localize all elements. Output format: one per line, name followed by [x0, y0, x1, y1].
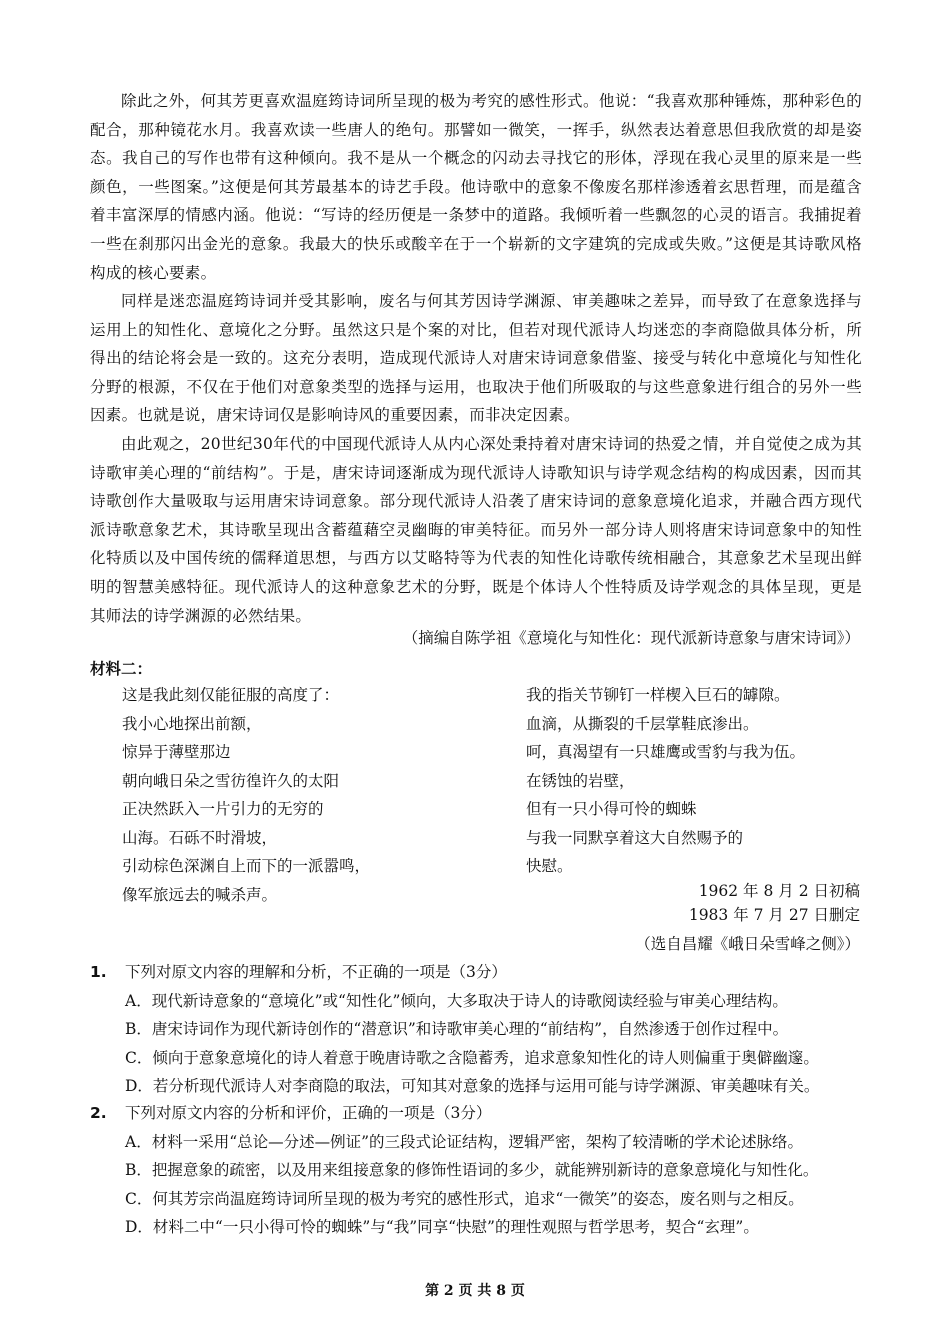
poem-line: 山海。石砾不时滑坡， — [122, 828, 278, 847]
question-1 — [90, 958, 880, 1101]
material1-paragraph-1: 除此之外，何其芳更喜欢温庭筠诗词所呈现的极为考究的感性形式。他说：“我喜欢那种锤炼，那种彩色的配合，那种镜花水月。我喜欢读一些唐人的绝句。那譬如一微笑，一挥手，纵然表达着意思但我欣赏的却是姿态。我自己的写作也带有这种倾向。我不是从一个概念的闪动去寻找它的形体，浮现在我心灵里的原来是一些颜色，一些图案。”这便是何其芳最基本的诗艺手段。他诗歌中的意象不像废名那样渗透着玄思哲理，而是蕴含着丰富深厚的情感内涵。他说：“写诗的经历便是一条梦中的道路。我倾听着一些飘忽的心灵的语言。我捕捉着一些在刹那闪出金光的意象。我最大的快乐或酸辛在于一个崭新的文字建筑的完成或失败。”这便是其诗歌风格构成的核心要素。 — [90, 92, 862, 282]
poem-line: 但有一只小得可怜的蜘蛛 — [526, 800, 697, 818]
option-d[interactable]: D．材料二中“一只小得可怜的蜘蛛”与“我”同享“快慰”的理性观照与哲学思考，契合“玄理”。 — [125, 1218, 759, 1237]
poem-date-revised: 1983 年 7 月 27 日删定 — [688, 906, 860, 924]
question-stem — [90, 958, 880, 987]
poem-line: 这是我此刻仅能征服的高度了： — [122, 686, 340, 704]
material2-heading: 材料二： — [90, 660, 153, 678]
poem-dates — [689, 879, 860, 927]
material2-source: （选自昌耀《峨日朵雪峰之侧》） — [635, 935, 860, 953]
question-stem — [90, 1099, 880, 1128]
poem-line: 与我一同默享着这大自然赐予的 — [526, 828, 744, 847]
option-a[interactable]: A．现代新诗意象的“意境化”或“知性化”倾向，大多取决于诗人的诗歌阅读经验与审美心理结构。 — [125, 991, 788, 1010]
option-c[interactable]: C．何其芳宗尚温庭筠诗词所呈现的极为考究的感性形式，追求“一微笑”的姿态，废名则与之相反。 — [125, 1189, 804, 1208]
question-text: 下列对原文内容的分析和评价，正确的一项是（3分） — [125, 1104, 492, 1122]
poem-line: 快慰。 — [526, 857, 573, 875]
page-footer: 第 2 页 共 8 页 — [425, 1283, 525, 1299]
option-c[interactable]: C．倾向于意象意境化的诗人着意于晚唐诗歌之含隐蓄秀，追求意象知性化的诗人则偏重于奥僻幽邃。 — [125, 1048, 819, 1067]
question-options — [90, 987, 880, 1101]
poem-line: 呵，真渴望有一只雄鹰或雪豹与我为伍。 — [526, 743, 806, 761]
poem-right-column — [526, 681, 805, 881]
material1-paragraph-2: 同样是迷恋温庭筠诗词并受其影响，废名与何其芳因诗学渊源、审美趣味之差异，而导致了在意象选择与运用上的知性化、意境化之分野。虽然这只是个案的对比，但若对现代派诗人均迷恋的李商隐做具体分析，所得出的结论将会是一致的。这充分表明，造成现代派诗人对唐宋诗词意象借鉴、接受与转化中意境化与知性化分野的根源，不仅在于他们对意象类型的选择与运用，也取决于他们所吸取的与这些意象进行组合的另外一些因素。也就是说，唐宋诗词仅是影响诗风的重要因素，而非决定因素。 — [90, 292, 862, 425]
poem-line: 惊异于薄壁那边 — [122, 743, 231, 761]
poem-line: 像军旅远去的喊杀声。 — [122, 885, 278, 904]
poem-line: 引动棕色深渊自上而下的一派嚣鸣， — [122, 857, 371, 875]
poem-date-draft: 1962 年 8 月 2 日初稿 — [698, 882, 860, 900]
question-number: 1. — [90, 963, 107, 981]
poem-left-column — [122, 681, 370, 909]
option-b[interactable]: B．把握意象的疏密，以及用来组接意象的修饰性语词的多少，就能辨别新诗的意象意境化与知性化。 — [125, 1161, 819, 1180]
question-2 — [90, 1099, 880, 1242]
question-number: 2. — [90, 1104, 107, 1122]
option-a[interactable]: A．材料一采用“总论—分述—例证”的三段式论证结构，逻辑严密，架构了较清晰的学术论述脉络。 — [125, 1132, 804, 1151]
poem-line: 我小心地探出前额， — [122, 714, 262, 733]
poem-line: 在锈蚀的岩壁， — [526, 771, 635, 790]
material1-source: （摘编自陈学祖《意境化与知性化：现代派新诗意象与唐宋诗词》） — [402, 629, 860, 647]
poem-line: 正决然跃入一片引力的无穷的 — [122, 800, 324, 818]
material1-paragraph-3: 由此观之，20世纪30年代的中国现代派诗人从内心深处秉持着对唐宋诗词的热爱之情，并自觉使之成为其诗歌审美心理的“前结构”。于是，唐宋诗词逐渐成为现代派诗人诗歌知识与诗学观念结构的构成因素，因而其诗歌创作大量吸取与运用唐宋诗词意象。部分现代派诗人沿袭了唐宋诗词的意象意境化追求，并融合西方现代派诗歌意象艺术，其诗歌呈现出含蓄蕴藉空灵幽晦的审美特征。而另外一部分诗人则将唐宋诗词意象中的知性化特质以及中国传统的儒释道思想，与西方以艾略特等为代表的知性化诗歌传统相融合，其意象艺术呈现出鲜明的智慧美感特征。现代派诗人的这种意象艺术的分野，既是个体诗人个性特质及诗学观念的具体呈现，更是其师法的诗学渊源的必然结果。 — [90, 435, 862, 625]
option-d[interactable]: D．若分析现代派诗人对李商隐的取法，可知其对意象的选择与运用可能与诗学渊源、审美趣味有关。 — [125, 1077, 820, 1096]
question-options — [90, 1128, 880, 1242]
poem-line: 朝向峨日朵之雪彷徨许久的太阳 — [122, 771, 340, 790]
question-text: 下列对原文内容的理解和分析，不正确的一项是（3分） — [125, 963, 507, 981]
poem-line: 我的指关节铆钉一样楔入巨石的罅隙。 — [526, 686, 790, 704]
poem-line: 血滴，从撕裂的千层掌鞋底渗出。 — [526, 714, 759, 733]
option-b[interactable]: B．唐宋诗词作为现代新诗创作的“潜意识”和诗歌审美心理的“前结构”，自然渗透于创作过程中。 — [125, 1020, 789, 1039]
